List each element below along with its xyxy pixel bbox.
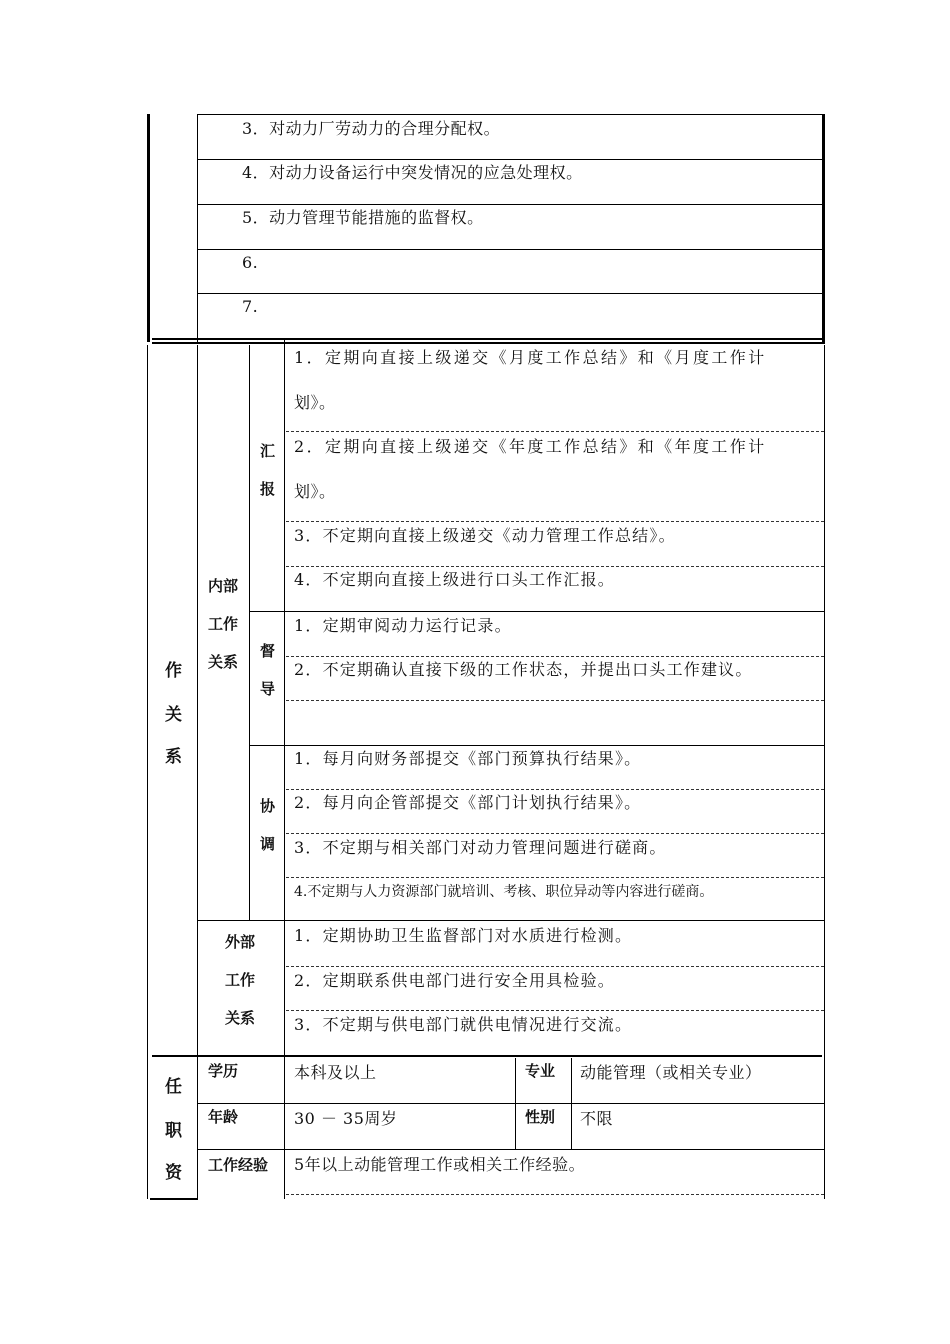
supervise-item: 2．不定期确认直接下级的工作状态，并提出口头工作建议。 <box>294 660 753 679</box>
relations-section-label: 作 <box>165 661 182 681</box>
group-border <box>249 611 825 612</box>
relations-section-label: 关 <box>165 705 182 725</box>
experience-value: 5年以上动能管理工作或相关工作经验。 <box>294 1155 586 1174</box>
external-item: 2．定期联系供电部门进行安全用具检验。 <box>294 971 615 990</box>
content-column-divider <box>284 338 285 1058</box>
group-border <box>197 920 825 921</box>
education-label: 学历 <box>208 1062 239 1080</box>
report-label: 汇 <box>260 442 276 460</box>
dashed-separator <box>286 1194 824 1195</box>
section-border <box>152 342 825 344</box>
authority-item: 4．对动力设备运行中突发情况的应急处理权。 <box>242 163 583 182</box>
outer-right-border <box>824 345 825 1199</box>
external-item: 1．定期协助卫生监督部门对水质进行检测。 <box>294 926 633 945</box>
authority-item: 6. <box>242 253 259 272</box>
row-border <box>197 204 825 205</box>
row-border <box>197 159 825 160</box>
age-value: 30 － 35周岁 <box>294 1109 398 1128</box>
coordinate-label: 协 <box>260 797 276 815</box>
supervise-label: 导 <box>260 680 276 698</box>
external-item: 3．不定期与供电部门就供电情况进行交流。 <box>294 1015 633 1034</box>
coordinate-item: 4.不定期与人力资源部门就培训、考核、职位异动等内容进行磋商。 <box>294 884 714 900</box>
dashed-separator <box>286 566 824 567</box>
report-item: 划》。 <box>294 393 336 412</box>
supervise-label: 督 <box>260 642 276 660</box>
major-value-divider <box>571 1058 572 1150</box>
dashed-separator <box>286 521 824 522</box>
section-border <box>152 1055 822 1057</box>
relations-section-label: 系 <box>165 747 182 767</box>
dashed-separator <box>286 700 824 701</box>
external-relations-label: 外部 <box>225 933 256 951</box>
coordinate-label: 调 <box>260 835 276 853</box>
dashed-separator <box>286 833 824 834</box>
authority-item: 7. <box>242 297 259 316</box>
group-border <box>249 745 825 746</box>
major-column-divider <box>515 1058 516 1150</box>
dashed-separator <box>286 656 824 657</box>
outer-left-border <box>147 345 148 1199</box>
authority-item: 5．动力管理节能措施的监督权。 <box>242 208 484 227</box>
authority-item: 3．对动力厂劳动力的合理分配权。 <box>242 119 501 138</box>
coordinate-item: 3．不定期与相关部门对动力管理问题进行磋商。 <box>294 838 667 857</box>
content-column-divider <box>284 1058 285 1199</box>
outer-right-border <box>822 114 825 342</box>
section-border <box>152 338 825 340</box>
experience-label: 工作经验 <box>208 1156 269 1174</box>
report-item: 2．定期向直接上级递交《年度工作总结》和《年度工作计 <box>294 437 767 456</box>
row-border <box>197 249 825 250</box>
major-label: 专业 <box>525 1062 556 1080</box>
dashed-separator <box>286 431 824 432</box>
dashed-separator <box>286 877 824 878</box>
row-border <box>197 1103 825 1104</box>
report-item: 3．不定期向直接上级递交《动力管理工作总结》。 <box>294 526 676 545</box>
qualifications-section-label: 任 <box>165 1077 182 1097</box>
report-item: 划》。 <box>294 482 336 501</box>
bottom-border <box>150 1198 198 1200</box>
section-column-divider <box>197 345 198 1199</box>
top-border <box>197 114 825 115</box>
gender-label: 性别 <box>525 1108 556 1126</box>
report-item: 4．不定期向直接上级进行口头工作汇报。 <box>294 570 615 589</box>
row-border <box>197 293 825 294</box>
qualifications-section-label: 职 <box>165 1121 182 1141</box>
external-relations-label: 关系 <box>225 1009 256 1027</box>
coordinate-item: 2．每月向企管部提交《部门计划执行结果》。 <box>294 793 642 812</box>
dashed-separator <box>286 1010 824 1011</box>
dashed-separator <box>286 966 824 967</box>
internal-relations-label: 工作 <box>208 615 239 633</box>
supervise-item: 1．定期审阅动力运行记录。 <box>294 616 512 635</box>
report-item: 1．定期向直接上级递交《月度工作总结》和《月度工作计 <box>294 348 767 367</box>
coordinate-item: 1．每月向财务部提交《部门预算执行结果》。 <box>294 749 642 768</box>
gender-value: 不限 <box>580 1109 614 1128</box>
internal-relations-label: 关系 <box>208 653 239 671</box>
education-value: 本科及以上 <box>294 1063 377 1082</box>
age-label: 年龄 <box>208 1108 239 1126</box>
report-label: 报 <box>260 480 276 498</box>
major-value: 动能管理（或相关专业） <box>580 1063 762 1082</box>
category-column-divider <box>249 345 250 920</box>
dashed-separator <box>286 789 824 790</box>
external-relations-label: 工作 <box>225 971 256 989</box>
section-column-divider <box>197 114 198 342</box>
qualifications-section-label: 资 <box>165 1163 182 1183</box>
outer-left-border <box>147 114 150 342</box>
row-border <box>197 1149 825 1150</box>
internal-relations-label: 内部 <box>208 577 239 595</box>
